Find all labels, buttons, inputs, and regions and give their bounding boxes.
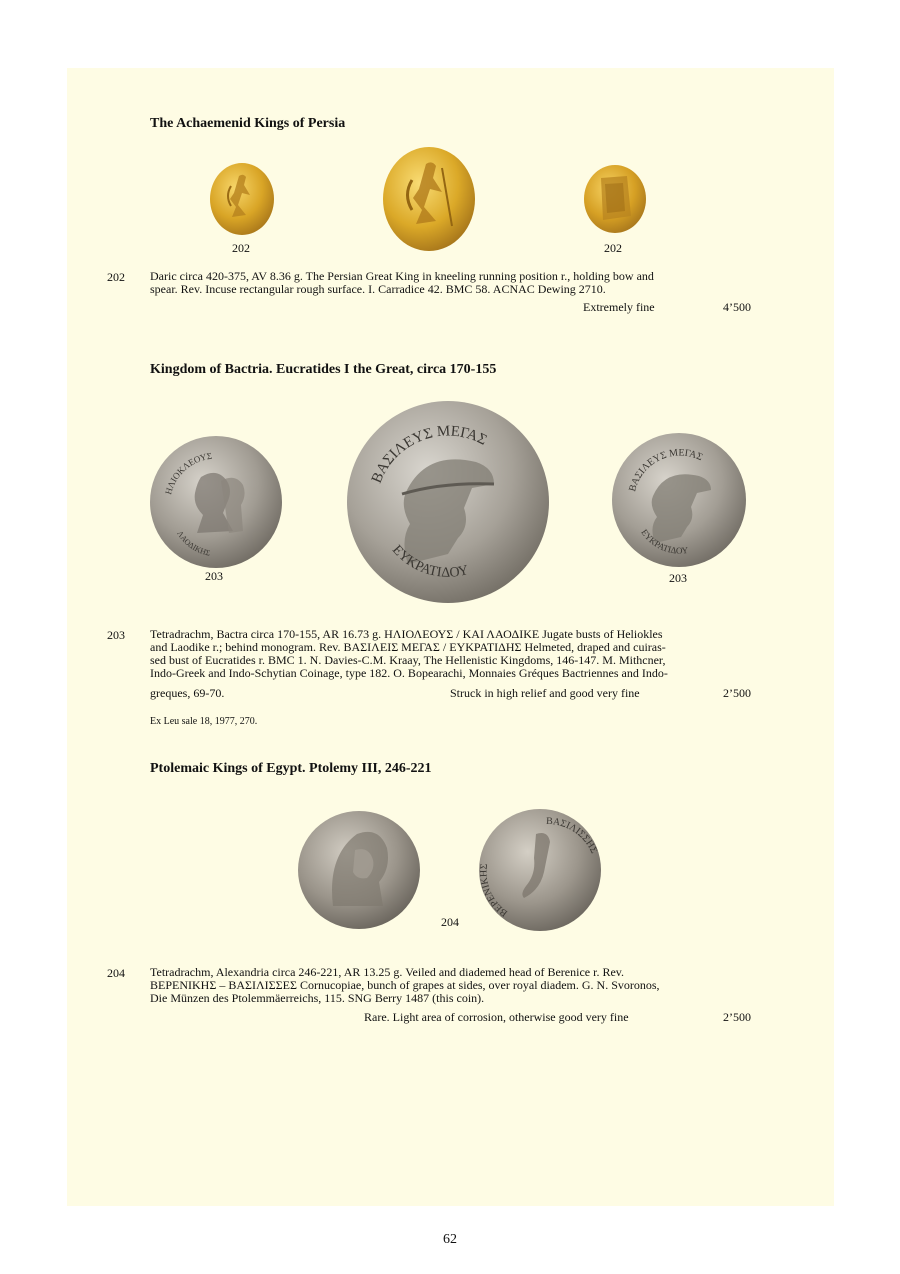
section-heading-achaemenid: The Achaemenid Kings of Persia: [150, 116, 346, 131]
lot-description-line: spear. Rev. Incuse rectangular rough surface. I. Carradice 42. BMC 58. ACNAC Dewing 2710.: [150, 282, 606, 296]
lot-price-204: 2’500: [723, 1010, 751, 1024]
coin-image-203-reverse: [611, 432, 747, 568]
coin-label-203-right: 203: [669, 571, 687, 585]
section-heading-bactria: Kingdom of Bactria. Eucratides I the Great, circa 170-155: [150, 362, 497, 377]
coin-image-202-obverse-enlarged: [382, 146, 476, 252]
coin-image-204-obverse: [297, 810, 421, 930]
lot-description-line: sed bust of Eucratides r. BMC 1. N. Davies-C.M. Kraay, The Hellenistic Kingdoms, 146-147. M. Mithcner,: [150, 653, 666, 667]
coin-legend-eukratidou-small: ΕΥΚΡΑΤΙΔΟΥ: [639, 527, 689, 556]
coin-legend-laodike: ΛΑΟΔΙΚΗΣ: [175, 529, 212, 558]
section-heading-ptolemaic: Ptolemaic Kings of Egypt. Ptolemy III, 246-221: [150, 761, 432, 776]
coin-image-203-reverse-enlarged: [346, 400, 550, 604]
coin-label-202-right: 202: [604, 241, 622, 255]
coin-image-203-obverse: [149, 435, 283, 569]
lot-description-line: Die Münzen des Ptolemmäerreichs, 115. SNG Berry 1487 (this coin).: [150, 991, 485, 1005]
lot-number-203: 203: [107, 628, 125, 642]
coin-legend-heliokles: ΗΛΙΟΚΛΕΟΥΣ: [163, 450, 213, 496]
coin-legend-basilisses: ΒΑΣΙΛΙΣΣΗΣ: [545, 815, 600, 856]
page-number: 62: [443, 1232, 457, 1247]
lot-description-202: [150, 270, 751, 296]
lot-description-line: Tetradrachm, Alexandria circa 246-221, AR 13.25 g. Veiled and diademed head of Berenice r. Rev.: [150, 965, 624, 979]
coin-image-202-reverse: [583, 164, 647, 234]
lot-description-line: ΒΕΡΕΝΙΚΗΣ – ΒΑΣΙΛΙΣΣΕΣ Cornucopiae, bunch of grapes at sides, over royal diadem. G. N. Svoronos,: [150, 978, 660, 992]
lot-price-202: 4’500: [723, 300, 751, 314]
lot-description-last-line-203: greques, 69-70.: [150, 686, 225, 700]
coin-label-202-left: 202: [232, 241, 250, 255]
lot-description-line: Daric circa 420-375, AV 8.36 g. The Persian Great King in kneeling running position r., holding bow and: [150, 269, 654, 283]
lot-number-204: 204: [107, 966, 125, 980]
coin-label-203-left: 203: [205, 569, 223, 583]
coin-image-204-reverse: [478, 808, 602, 932]
coin-legend-basileus: ΒΑΣΙΛΕΥΣ ΜΕΓΑΣ: [368, 423, 490, 486]
coin-legend-eukratidou: ΕΥΚΡΑΤΙΔΟΥ: [388, 542, 471, 581]
lot-description-line: Indo-Greek and Indo-Schytian Coinage, type 182. O. Bopearachi, Monnaies Gréques Bactriennes and Indo-: [150, 666, 668, 680]
lot-description-line: and Laodike r.; behind monogram. Rev. ΒΑΣΙΛΕΙΣ ΜΕΓΑΣ / ΕΥΚΡΑΤΙΔΗΣ Helmeted, draped and cuiras-: [150, 640, 666, 654]
coin-image-202-obverse: [209, 162, 275, 236]
lot-grade-204: Rare. Light area of corrosion, otherwise good very fine: [364, 1010, 629, 1024]
coin-legend-berenikes: ΒΕΡΕΝΙΚΗΣ: [478, 863, 510, 919]
lot-description-203: [150, 628, 751, 680]
lot-price-203: 2’500: [723, 686, 751, 700]
lot-grade-203: Struck in high relief and good very fine: [450, 686, 640, 700]
lot-provenance-note-203: Ex Leu sale 18, 1977, 270.: [150, 716, 258, 727]
lot-grade-202: Extremely fine: [583, 300, 655, 314]
lot-number-202: 202: [107, 270, 125, 284]
coin-legend-basileus-small: ΒΑΣΙΛΕΥΣ ΜΕΓΑΣ: [627, 447, 705, 493]
lot-description-line: Tetradrachm, Bactra circa 170-155, AR 16.73 g. ΗΛΙΟΛΕΟΥΣ / ΚΑΙ ΛΑΟΔΙΚΕ Jugate busts of Heliokles: [150, 627, 663, 641]
coin-label-204: 204: [441, 915, 459, 929]
lot-description-204: [150, 966, 751, 1005]
